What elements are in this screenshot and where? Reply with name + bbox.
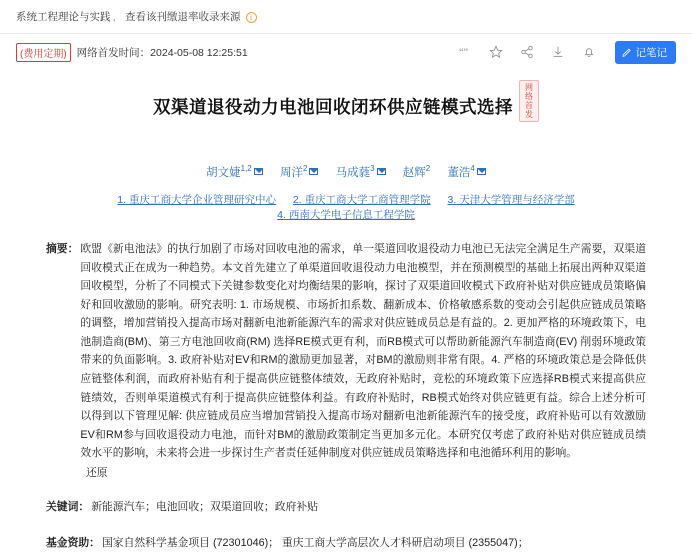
email-icon[interactable] [254,168,263,175]
fund-block [46,534,646,553]
author-name: 周洋 [279,167,303,179]
author-name: 董浩 [447,167,471,179]
fund-label: 基金资助： [46,537,100,550]
favorite-star-icon[interactable] [489,45,504,60]
article-body [0,83,692,553]
author-item[interactable] [447,164,485,179]
author-item[interactable] [279,164,318,179]
topbar-separator: ， [112,11,123,23]
author-affil-sup: 2 [425,164,431,174]
fund-text: 国家自然科学基金项目 (72301046)； 重庆工商大学高层次人才科研启动项目 (2355047)； [101,537,529,550]
author-item[interactable] [402,164,431,179]
author-affil-sup: 2 [302,164,308,174]
affiliation-item[interactable]: 2. 重庆工商大学工商管理学院 [292,194,431,206]
take-note-button[interactable] [615,41,677,64]
notification-bell-icon[interactable] [582,45,597,60]
affiliation-item[interactable]: 3. 天津大学管理与经济学部 [447,194,575,206]
article-meta-row [0,34,692,70]
take-note-label: 记笔记 [635,46,667,59]
publish-time-value: 2024-05-08 12:25:51 [150,46,248,59]
net-first-badge-line1: 网络 [525,83,533,101]
keywords-text[interactable]: 新能源汽车；电池回收；双渠道回收；政府补贴 [91,500,318,513]
email-icon[interactable] [377,168,386,175]
author-item[interactable] [335,164,386,179]
abstract-label: 摘要： [46,243,79,255]
author-name: 胡文婕 [206,167,241,179]
publish-time-label: 网络首发时间： [76,46,151,59]
quote-icon[interactable] [458,45,473,60]
download-icon[interactable] [551,45,566,60]
share-icon[interactable] [520,45,535,60]
action-icon-group [458,45,597,60]
author-item[interactable] [206,164,263,179]
author-name: 马成蕤 [335,167,371,179]
page-title: 双渠道退役动力电池回收闭环供应链模式选择 [153,97,513,118]
net-first-badge-line2: 首发 [525,101,533,119]
fee-status-badge: (费用定期) [16,43,71,62]
author-affil-sup: 4 [470,164,475,174]
net-first-badge [519,80,539,122]
pencil-icon [622,47,632,57]
rate-source-link[interactable]: 查看该刊缴退率收录来源 [125,11,241,23]
affiliation-item[interactable]: 4. 西南大学电子信息工程学院 [277,209,415,221]
author-affil-sup: 1,2 [240,164,252,174]
keywords-block [46,498,646,517]
email-icon[interactable] [477,168,486,175]
author-list [46,164,646,180]
abstract-block [46,240,646,463]
page-title-wrap [46,83,646,130]
email-icon[interactable] [309,168,318,175]
author-affil-sup: 3 [370,164,375,174]
author-name: 赵辉 [402,167,426,179]
restore-link[interactable]: 还原 [86,466,108,479]
svg-text:“”: “” [458,46,468,58]
info-icon[interactable]: i [246,12,257,23]
keywords-label: 关键词： [46,500,90,513]
journal-name[interactable]: 系统工程理论与实践 [16,11,111,23]
affiliation-list [46,192,646,222]
publish-time [77,45,248,60]
affiliation-item[interactable]: 1. 重庆工商大学企业管理研究中心 [117,194,276,206]
journal-topbar [0,0,692,34]
abstract-text: 欧盟《新电池法》的执行加剧了市场对回收电池的需求，单一渠道回收退役动力电池已无法完全满足生产需要，双渠道回收模式正在成为一种趋势。本文首先建立了单渠道回收退役动力电池模型，并在预测模型的基础上拓展出两种双渠道回收模型，分析了不同模式下关键参数变化对均衡结果的影响，探讨了双渠道回收模式下政府补贴对供应链成员策略偏好和回收激励的影响。研究表明: 1. 市场规模、市场折扣系数、翻新成本、价格敏感系数的变动会引起供应链成员策略的调整，增加营销投入提高市场对翻新电池新能源汽车的需求对供应链成员总是有益的。2. 更加严格的环境政策下，电池制造商(BM)、第三方电池回收商(RM) 选择RE模式更有利，而RB模式可以帮助新能源汽车制造商(EV) 削弱环境政策带来的负面影响。3. 政府补贴对EV和RM的激励更加显著，对BM的激励则非常有限。4. 严格的环境政策总是会降低供应链整体利润，而政府补贴有利于提高供应链整体绩效，无政府补贴时，竞松的环境政策下应选择RB模式来提高供应链绩效，否则单渠道模式有利于提高供应链整体利益。有政府补贴时，RB模式始终对供应链更有益。综合上述分析可以得到以下管理见解: 供应链成员应当增加营销投入提高市场对翻新电池新能源汽车的接受度，政府补贴可以有效激励EV和RM参与回收退役动力电池，而针对BM的激励政策制定当更加多元化。本研究仅考虑了政府补贴对供应链成员绩效水平的影响，未来将会进一步探讨生产者责任延伸制度对供应链成员策略选择和电池循环利用的影响。 [80,243,646,460]
